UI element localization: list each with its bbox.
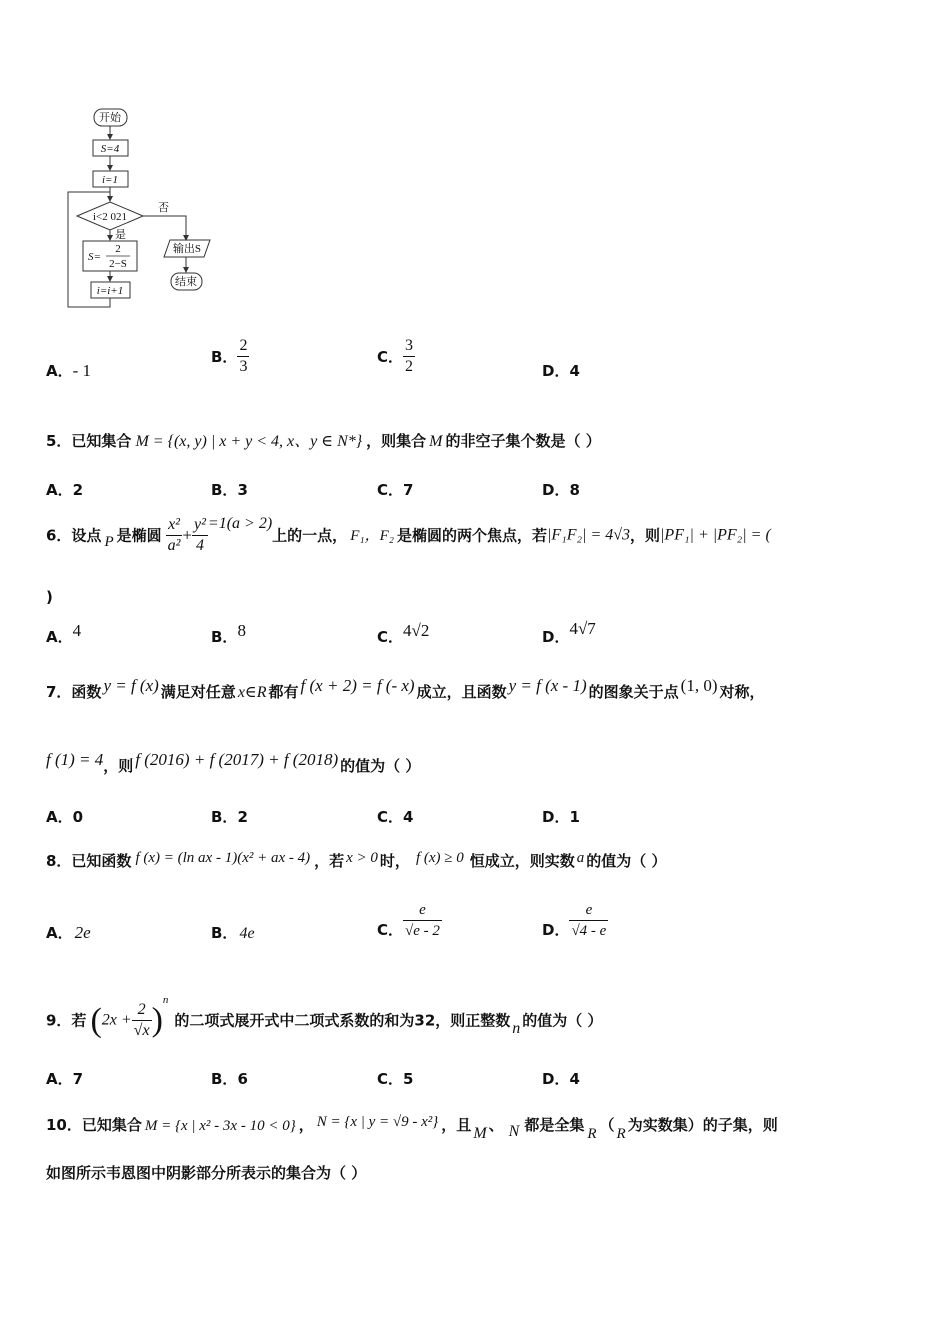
option-label: C． xyxy=(377,1070,404,1088)
option-value: 2 xyxy=(72,481,84,499)
q5-option-b[interactable] xyxy=(211,479,248,500)
q9-exponent: n xyxy=(162,994,169,1006)
fraction-denominator: √e - 2 xyxy=(405,923,440,939)
q6-point: P xyxy=(104,534,114,550)
q4-option-d[interactable] xyxy=(542,360,580,381)
q6-eq-den2: 4 xyxy=(195,537,204,554)
option-value: 4 xyxy=(403,808,414,826)
q7-text-3: 成立，且函数 xyxy=(416,683,507,701)
option-label: B． xyxy=(211,808,238,826)
q7-func-1: y = f (x) xyxy=(103,676,159,695)
q9-expr-a: 2x + xyxy=(101,1011,132,1029)
option-label: D． xyxy=(542,808,570,826)
question-10-line2 xyxy=(46,1162,366,1183)
option-label: A． xyxy=(46,628,73,646)
q10-line-2: 如图所示韦恩图中阴影部分所表示的集合为（ ） xyxy=(46,1164,367,1182)
q4-option-c[interactable] xyxy=(377,336,415,377)
q8-text-1: ，若 xyxy=(314,852,345,870)
q9-expr-den: √x xyxy=(133,1022,150,1039)
q6-text-1: 是椭圆 xyxy=(116,526,162,545)
option-label: B． xyxy=(211,348,238,366)
option-label: A． xyxy=(46,362,73,380)
q5-suffix: 的非空子集个数是（ ） xyxy=(445,432,601,450)
q6-close: ) xyxy=(46,588,53,606)
q5-set-expression: M = {(x, y) | x + y < 4, x、y ∈ N*} xyxy=(135,433,363,450)
option-label: C． xyxy=(377,481,404,499)
q10-set-m: M = {x | x² - 3x - 10 < 0} xyxy=(144,1118,296,1134)
option-value: 4√7 xyxy=(569,619,596,638)
q5-mid: ，则集合 xyxy=(366,432,427,450)
option-label: C． xyxy=(377,628,404,646)
q7-point: (1, 0) xyxy=(680,676,718,695)
q6-eq-num1: x² xyxy=(166,515,183,536)
option-label: B． xyxy=(211,481,238,499)
q9-option-b[interactable] xyxy=(211,1068,248,1089)
q10-var-r2: R xyxy=(616,1126,626,1142)
q7-text-2: 都有 xyxy=(268,683,299,701)
q7-option-b[interactable] xyxy=(211,806,248,827)
option-label: A． xyxy=(46,1070,73,1088)
option-label: D． xyxy=(542,628,570,646)
fraction-numerator: e xyxy=(403,900,442,921)
q7-option-d[interactable] xyxy=(542,806,580,827)
q6-text-4: ，则 xyxy=(630,526,661,545)
q7-option-c[interactable] xyxy=(377,806,413,827)
q5-option-d[interactable] xyxy=(542,479,580,500)
q10-text-3: （ xyxy=(599,1116,615,1134)
option-value: 4 xyxy=(72,621,82,640)
q8-option-d[interactable] xyxy=(542,900,608,941)
option-label: D． xyxy=(542,921,570,939)
option-label: B． xyxy=(211,1070,238,1088)
question-6 xyxy=(46,514,771,556)
option-label: D． xyxy=(542,481,570,499)
flow-update-s-num: 2 xyxy=(115,243,121,255)
q8-prefix: 8．已知函数 xyxy=(46,852,132,870)
fraction-numerator: e xyxy=(569,900,608,921)
question-8 xyxy=(46,850,667,871)
q8-function: f (x) = (ln ax - 1)(x² + ax - 4) xyxy=(135,850,311,866)
question-5 xyxy=(46,428,601,451)
q7-text-6: ，则 xyxy=(103,757,134,775)
q8-text-4: 的值为（ ） xyxy=(586,852,667,870)
option-label: C． xyxy=(377,808,404,826)
q6-eq-rest: =1(a > 2) xyxy=(207,515,273,532)
q7-func-4: f (1) = 4 xyxy=(46,750,104,769)
q10-sep: ， xyxy=(298,1116,314,1134)
q8-option-b[interactable] xyxy=(211,922,255,943)
option-value: 7 xyxy=(403,481,414,499)
q9-option-c[interactable] xyxy=(377,1068,413,1089)
option-label: B． xyxy=(211,924,238,942)
option-label: D． xyxy=(542,1070,570,1088)
q6-option-b[interactable] xyxy=(211,621,246,647)
q10-prefix: 10．已知集合 xyxy=(46,1116,142,1134)
q8-option-a[interactable] xyxy=(46,922,91,943)
q8-cond-2: f (x) ≥ 0 xyxy=(415,850,464,866)
q9-close-paren: ) xyxy=(151,1001,163,1039)
option-label: A． xyxy=(46,808,73,826)
q10-var-r1: R xyxy=(587,1126,597,1142)
q7-prefix: 7．函数 xyxy=(46,683,102,701)
q7-func-3: y = f (x - 1) xyxy=(508,676,587,695)
option-value: 8 xyxy=(237,621,246,640)
q4-option-a[interactable] xyxy=(46,360,91,381)
q6-option-c[interactable] xyxy=(377,621,429,647)
q6-prefix: 6．设点 xyxy=(46,526,102,545)
q10-text-1: ，且 xyxy=(441,1116,472,1134)
q7-func-2: f (x + 2) = f (- x) xyxy=(300,676,415,695)
q7-text-1: 满足对任意 xyxy=(160,683,236,701)
option-value: 2e xyxy=(74,923,91,942)
q6-eq-num2: y² xyxy=(192,515,208,536)
q6-option-a[interactable] xyxy=(46,621,81,647)
option-value: 4e xyxy=(239,925,255,942)
option-value: 8 xyxy=(569,481,580,499)
option-value: 6 xyxy=(237,1070,248,1088)
flow-update-s-den: 2−S xyxy=(109,258,127,270)
q10-dun: 、 xyxy=(488,1116,504,1134)
q7-func-5: f (2016) + f (2017) + f (2018) xyxy=(135,750,339,769)
q6-condition: |F₁F₂| = 4√3 xyxy=(546,526,631,544)
question-7 xyxy=(46,676,765,702)
q10-set-n: N = {x | y = √9 - x²} xyxy=(316,1114,439,1130)
q8-cond-1: x > 0 xyxy=(346,850,378,866)
q10-text-2: 都是全集 xyxy=(524,1116,585,1134)
option-value: 4√2 xyxy=(403,621,430,640)
option-label: C． xyxy=(377,921,404,939)
flow-end-label: 结束 xyxy=(175,276,197,288)
q7-text-7: 的值为（ ） xyxy=(340,757,421,775)
option-label: B． xyxy=(211,628,238,646)
q4-option-b[interactable] xyxy=(211,336,249,377)
option-label: D． xyxy=(542,362,570,380)
q10-var-m: M xyxy=(473,1125,487,1142)
flow-yes-label: 是 xyxy=(115,229,126,241)
fraction-denominator: 2 xyxy=(405,358,414,375)
flow-increment-label: i=i+1 xyxy=(96,285,124,297)
question-7-line2 xyxy=(46,750,420,776)
q9-text-2: 的值为（ ） xyxy=(522,1011,603,1030)
option-value: 2 xyxy=(237,808,248,826)
q8-text-3: 恒成立，则实数 xyxy=(469,852,575,870)
fraction-denominator: √4 - e xyxy=(571,923,607,939)
q6-eq-den1: a² xyxy=(167,537,181,554)
flow-init-s-label: S=4 xyxy=(100,143,120,155)
q9-open-paren: ( xyxy=(90,1001,102,1039)
option-value: 5 xyxy=(403,1070,414,1088)
q8-option-c[interactable] xyxy=(377,900,442,941)
fraction-numerator: 3 xyxy=(403,336,415,357)
flow-no-label: 否 xyxy=(158,202,169,214)
flowchart xyxy=(60,100,230,315)
question-9 xyxy=(46,990,603,1041)
question-6-close xyxy=(46,588,53,606)
q7-x-in-r: x∈R xyxy=(237,684,267,701)
option-value: 1 xyxy=(569,808,580,826)
option-value: 7 xyxy=(72,1070,84,1088)
fraction-numerator: 2 xyxy=(237,336,249,357)
q7-text-4: 的图象关于点 xyxy=(588,683,679,701)
q8-var-a: a xyxy=(576,850,585,866)
q7-option-a[interactable] xyxy=(46,806,83,827)
flow-update-s-lhs: S= xyxy=(88,251,101,263)
q6-eq-plus: + xyxy=(182,525,193,545)
fraction-denominator: 3 xyxy=(239,358,248,375)
q5-option-c[interactable] xyxy=(377,479,413,500)
flow-output-label: 输出S xyxy=(172,243,202,255)
q6-text-2: 上的一点， xyxy=(272,526,348,545)
q8-text-2: 时， xyxy=(379,852,410,870)
option-value: - 1 xyxy=(72,361,92,380)
flow-start-label: 开始 xyxy=(99,112,121,124)
q9-option-d[interactable] xyxy=(542,1068,580,1089)
q9-expr-num: 2 xyxy=(132,1000,152,1021)
q9-prefix: 9．若 xyxy=(46,1011,87,1030)
flow-init-i-label: i=1 xyxy=(102,174,118,186)
q7-text-5: 对称， xyxy=(719,683,765,701)
option-value: 3 xyxy=(237,481,248,499)
option-label: A． xyxy=(46,924,73,942)
q9-option-a[interactable] xyxy=(46,1068,83,1089)
q6-ask: |PF₁| + |PF₂| = ( xyxy=(660,526,771,544)
option-label: A． xyxy=(46,481,73,499)
q9-var-n: n xyxy=(512,1020,521,1037)
option-label: C． xyxy=(377,348,404,366)
q6-option-d[interactable] xyxy=(542,619,596,647)
q5-var: M xyxy=(429,433,443,450)
question-10 xyxy=(46,1114,778,1143)
q9-text-1: 的二项式展开式中二项式系数的和为32，则正整数 xyxy=(174,1011,511,1030)
q5-option-a[interactable] xyxy=(46,479,83,500)
q6-foci: F₁，F₂ xyxy=(350,527,394,544)
q10-var-n: N xyxy=(508,1123,520,1140)
q10-text-4: 为实数集）的子集，则 xyxy=(627,1116,778,1134)
option-value: 0 xyxy=(72,808,84,826)
q5-prefix: 5．已知集合 xyxy=(46,432,132,450)
q6-text-3: 是椭圆的两个焦点，若 xyxy=(396,526,547,545)
flow-condition-label: i<2 021 xyxy=(92,211,128,223)
option-value: 4 xyxy=(569,362,580,380)
option-value: 4 xyxy=(569,1070,580,1088)
